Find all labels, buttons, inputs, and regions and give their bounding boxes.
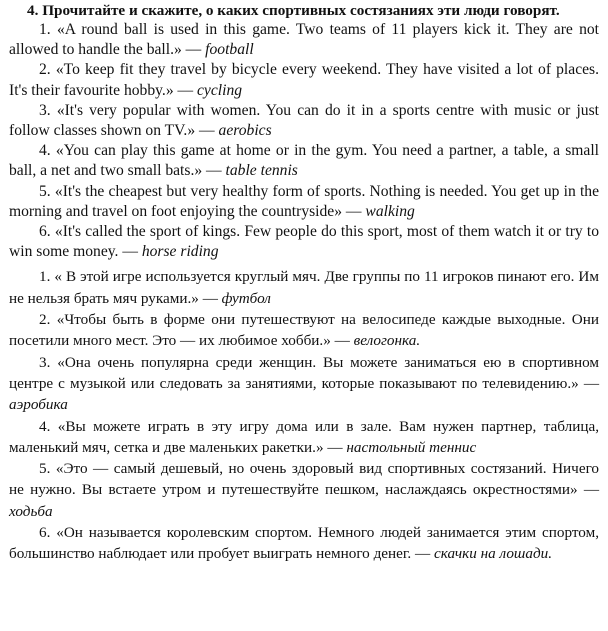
item-number: 3. bbox=[39, 101, 51, 119]
russian-item-3: 3. «Она очень популярна среди женщин. Вы можете заниматься ею в спортивном центре с музыкой или следовать за занятиями, которые показывают по телевидению.» — аэробика bbox=[9, 353, 600, 414]
item-number: 6. bbox=[39, 524, 51, 541]
item-number: 6. bbox=[39, 223, 51, 241]
item-answer: настольный теннис bbox=[346, 438, 477, 456]
english-item-4: 4. «You can play this game at home or in the gym. You need a partner, a table, a small ball, a net and two small bats.» — table tennis bbox=[9, 142, 599, 180]
russian-item-1: 1. « В этой игре используется круглый мяч. Две группы по 11 игроков пинают его. Им не нельзя брать мяч руками.» — футбол bbox=[9, 268, 599, 307]
item-text: «Чтобы быть в форме они путешествуют на велосипеде каждые выходные. Они посетили много мест. Это — их любимое хобби.» bbox=[9, 311, 599, 350]
item-answer: футбол bbox=[221, 289, 271, 307]
item-answer: ходьба bbox=[9, 502, 53, 520]
item-text: « В этой игре используется круглый мяч. Две группы по 11 игроков пинают его. Им не нельзя брать мяч руками.» bbox=[9, 268, 599, 307]
item-answer: аэробика bbox=[9, 396, 68, 414]
english-item-5: 5. «It's the cheapest but very healthy form of sports. Nothing is needed. You get up in the morning and travel on foot enjoying the countryside» — walking bbox=[9, 182, 599, 220]
item-number: 5. bbox=[39, 460, 51, 478]
item-text: «It's very popular with women. You can do it in a sports centre with music or just follow classes shown on TV.» bbox=[9, 101, 599, 140]
item-answer: table tennis bbox=[225, 162, 298, 180]
item-answer: скачки на лошади. bbox=[434, 545, 553, 563]
russian-item-4: 4. «Вы можете играть в эту игру дома или в зале. Вам нужен партнер, таблица, маленький мяч, сетка и две маленьких ракетки.» — настольный теннис bbox=[9, 417, 599, 456]
item-text: «Она очень популярна среди женщин. Вы можете заниматься ею в спортивном центре с музыкой или следовать за занятиями, которые показывают по телевидению.» bbox=[9, 353, 600, 392]
item-text: «A round ball is used in this game. Two teams of 11 players kick it. They are not allowed to handle the ball.» bbox=[9, 21, 600, 59]
item-number: 5. bbox=[39, 182, 51, 200]
russian-item-6 bbox=[9, 522, 599, 565]
item-text: «Он называется королевским спортом. Немного людей занимается этим спортом, большинство наблюдает или пробует выиграть немного денег. — bbox=[9, 524, 599, 563]
item-answer: football bbox=[205, 41, 254, 59]
russian-item-5: 5. «Это — самый дешевый, но очень здоровый вид спортивных состязаний. Ничего не нужно. Вы встаете утром и путешествуйте пешком, наслаждаясь окрестностями» — ходьба bbox=[9, 460, 600, 520]
item-number: 1. bbox=[39, 268, 51, 286]
item-number: 4. bbox=[39, 142, 51, 160]
item-number: 2. bbox=[39, 61, 51, 79]
item-text: «Вы можете играть в эту игру дома или в зале. Вам нужен партнер, таблица, маленький мяч, сетка и две маленьких ракетки.» bbox=[9, 417, 599, 456]
russian-item-2: 2. «Чтобы быть в форме они путешествуют на велосипеде каждые выходные. Они посетили много мест. Это — их любимое хобби.» — велогонка. bbox=[9, 311, 599, 350]
item-text: «It's the cheapest but very healthy form of sports. Nothing is needed. You get up in the morning and travel on foot enjoying the countryside» bbox=[9, 182, 599, 220]
item-number: 3. bbox=[39, 353, 51, 371]
english-answers bbox=[9, 20, 599, 262]
item-answer: horse riding bbox=[141, 243, 219, 261]
item-text: «Это — самый дешевый, но очень здоровый вид спортивных состязаний. Ничего не нужно. Вы встаете утром и путешествуйте пешком, наслаждаясь окрестностями» bbox=[9, 460, 600, 499]
exercise-title: 4. Прочитайте и скажите, о каких спортивных состязаниях эти люди говорят. bbox=[27, 2, 560, 19]
exercise-page bbox=[9, 0, 599, 565]
item-number: 1. bbox=[39, 21, 51, 38]
item-answer: cycling bbox=[197, 81, 243, 99]
item-text: «It's called the sport of kings. Few people do this sport, most of them watch it or try to win some money. bbox=[9, 223, 599, 261]
english-item-1: 1. «A round ball is used in this game. Two teams of 11 players kick it. They are not allowed to handle the ball.» — football bbox=[9, 21, 600, 59]
item-number: 2. bbox=[39, 311, 51, 329]
english-item-3: 3. «It's very popular with women. You can do it in a sports centre with music or just follow classes shown on TV.» — aerobics bbox=[9, 101, 599, 140]
item-number: 4. bbox=[39, 417, 51, 435]
item-answer: walking bbox=[365, 202, 415, 220]
item-text: «To keep fit they travel by bicycle every weekend. They have visited a lot of places. It's their favourite hobby.» bbox=[9, 61, 599, 99]
english-item-6: 6. «It's called the sport of kings. Few people do this sport, most of them watch it or try to win some money. — horse riding bbox=[9, 223, 599, 261]
russian-translation bbox=[9, 266, 599, 564]
item-answer: aerobics bbox=[218, 122, 272, 140]
item-answer: велогонка. bbox=[353, 332, 421, 350]
item-text: «You can play this game at home or in the gym. You need a partner, a table, a small ball, a net and two small bats.» bbox=[9, 142, 599, 180]
english-item-2: 2. «To keep fit they travel by bicycle every weekend. They have visited a lot of places. It's their favourite hobby.» — cycling bbox=[9, 61, 599, 99]
